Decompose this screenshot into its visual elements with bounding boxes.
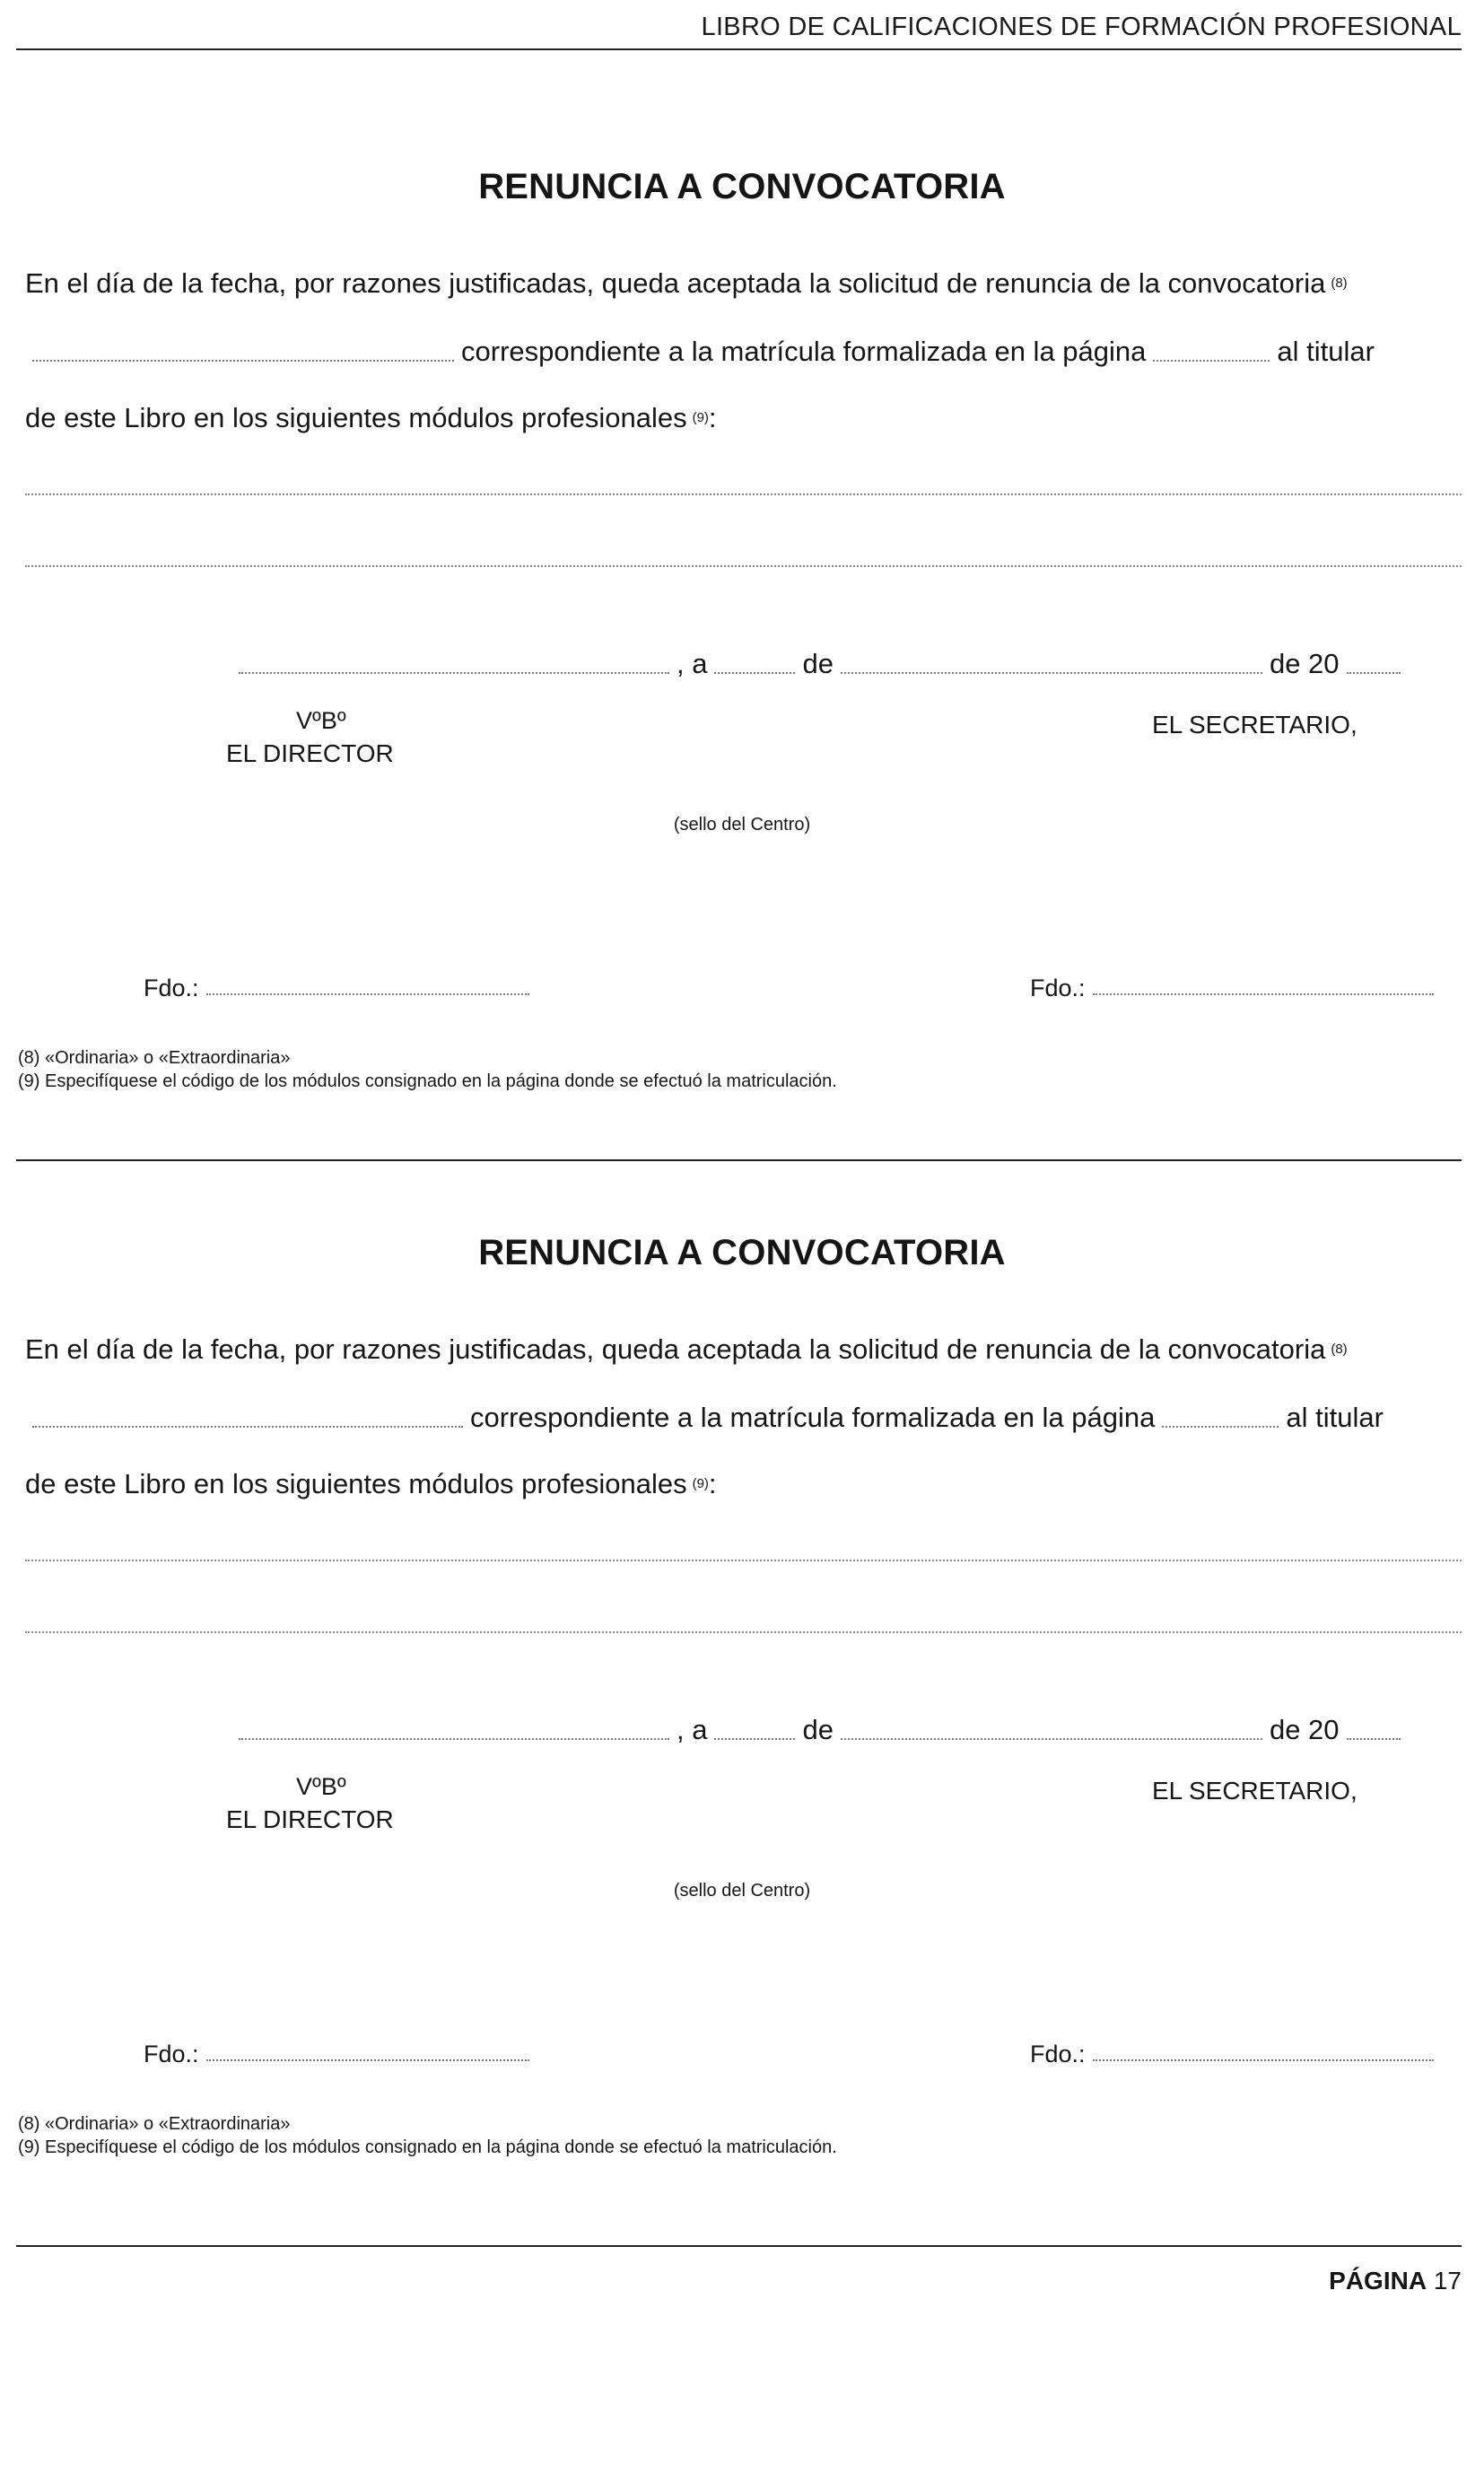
convocatoria-blank-field[interactable] xyxy=(32,1426,463,1428)
year-blank-field[interactable] xyxy=(1347,672,1401,674)
paragraph-line-2 xyxy=(25,1400,1462,1436)
date-text: , a xyxy=(677,648,708,679)
paragraph-line-3 xyxy=(25,400,1462,436)
secretario-signature-line xyxy=(1030,2039,1441,2069)
secretario-signature-field[interactable] xyxy=(1093,2059,1434,2061)
paragraph-text: al titular xyxy=(1277,336,1375,367)
date-text: , a xyxy=(677,1714,708,1745)
fdo-label: Fdo.: xyxy=(1030,2041,1086,2067)
modulos-blank-line-1[interactable] xyxy=(25,494,1462,495)
date-text: de xyxy=(802,1714,834,1745)
footnote-ref-8: (8) xyxy=(1331,275,1348,291)
paragraph-line-2 xyxy=(25,334,1462,370)
paragraph-line-1 xyxy=(25,266,1462,302)
sello-label: (sello del Centro) xyxy=(673,1881,811,1901)
visto-bueno-label: VºBº xyxy=(296,707,346,734)
director-signature-field[interactable] xyxy=(206,993,529,995)
day-blank-field[interactable] xyxy=(714,672,795,674)
section-divider xyxy=(16,1159,1462,1161)
director-signature-field[interactable] xyxy=(206,2059,529,2061)
director-signature-line xyxy=(144,2039,537,2069)
paragraph-colon: : xyxy=(708,402,717,433)
footnote-8: (8) «Ordinaria» o «Extraordinaria» xyxy=(18,1048,291,1068)
month-blank-field[interactable] xyxy=(841,1738,1262,1740)
place-blank-field[interactable] xyxy=(239,672,669,674)
fdo-label: Fdo.: xyxy=(1030,975,1086,1001)
date-text: de 20 xyxy=(1269,648,1340,679)
paragraph-line-1 xyxy=(25,1332,1462,1368)
footnote-ref-8: (8) xyxy=(1331,1342,1348,1357)
year-blank-field[interactable] xyxy=(1347,1738,1401,1740)
day-blank-field[interactable] xyxy=(714,1738,795,1740)
paragraph-text: correspondiente a la matrícula formalizada en la página xyxy=(461,336,1147,367)
page-number xyxy=(1329,2267,1462,2295)
secretario-signature-line xyxy=(1030,973,1441,1003)
place-date-line xyxy=(231,1712,1408,1748)
modulos-blank-line-1[interactable] xyxy=(25,1560,1462,1561)
section-title: RENUNCIA A CONVOCATORIA xyxy=(478,167,1006,206)
section-title: RENUNCIA A CONVOCATORIA xyxy=(478,1233,1006,1272)
footer-rule xyxy=(16,2245,1462,2247)
footnote-9: (9) Especifíquese el código de los módulos consignado en la página donde se efectuó la matriculación. xyxy=(18,2137,837,2157)
month-blank-field[interactable] xyxy=(841,672,1262,674)
fdo-label: Fdo.: xyxy=(144,2041,199,2067)
director-signature-line xyxy=(144,973,537,1003)
footnote-ref-9: (9) xyxy=(692,410,709,425)
visto-bueno-label: VºBº xyxy=(296,1773,346,1800)
header-rule xyxy=(16,48,1462,50)
secretario-label: EL SECRETARIO, xyxy=(1152,1777,1357,1805)
footnote-ref-9: (9) xyxy=(692,1476,709,1491)
date-text: de xyxy=(802,648,834,679)
paragraph-text: de este Libro en los siguientes módulos profesionales xyxy=(25,1468,687,1499)
date-text: de 20 xyxy=(1269,1714,1340,1745)
modulos-blank-line-2[interactable] xyxy=(25,565,1462,567)
sello-label: (sello del Centro) xyxy=(673,815,811,835)
pagina-blank-field[interactable] xyxy=(1153,360,1270,362)
secretario-signature-field[interactable] xyxy=(1093,993,1434,995)
fdo-label: Fdo.: xyxy=(144,975,199,1001)
paragraph-colon: : xyxy=(708,1468,717,1499)
secretario-label: EL SECRETARIO, xyxy=(1152,711,1357,739)
paragraph-line-3 xyxy=(25,1466,1462,1502)
paragraph-text: En el día de la fecha, por razones justificadas, queda aceptada la solicitud de renuncia de la convocatoria xyxy=(25,1333,1326,1365)
paragraph-text: al titular xyxy=(1286,1402,1384,1433)
paragraph-text: de este Libro en los siguientes módulos profesionales xyxy=(25,402,687,433)
running-header: LIBRO DE CALIFICACIONES DE FORMACIÓN PROFESIONAL xyxy=(701,13,1462,41)
paragraph-text: correspondiente a la matrícula formalizada en la página xyxy=(470,1402,1156,1433)
modulos-blank-line-2[interactable] xyxy=(25,1631,1462,1633)
convocatoria-blank-field[interactable] xyxy=(32,360,454,362)
footnote-8: (8) «Ordinaria» o «Extraordinaria» xyxy=(18,2114,291,2134)
director-label: EL DIRECTOR xyxy=(226,1805,394,1833)
director-label: EL DIRECTOR xyxy=(226,739,394,767)
footnote-9: (9) Especifíquese el código de los módulos consignado en la página donde se efectuó la matriculación. xyxy=(18,1071,837,1091)
paragraph-text: En el día de la fecha, por razones justificadas, queda aceptada la solicitud de renuncia de la convocatoria xyxy=(25,267,1326,299)
place-date-line xyxy=(231,646,1408,682)
page-word: PÁGINA xyxy=(1329,2267,1427,2294)
pagina-blank-field[interactable] xyxy=(1162,1426,1279,1428)
place-blank-field[interactable] xyxy=(239,1738,669,1740)
page-number-value: 17 xyxy=(1433,2267,1462,2294)
